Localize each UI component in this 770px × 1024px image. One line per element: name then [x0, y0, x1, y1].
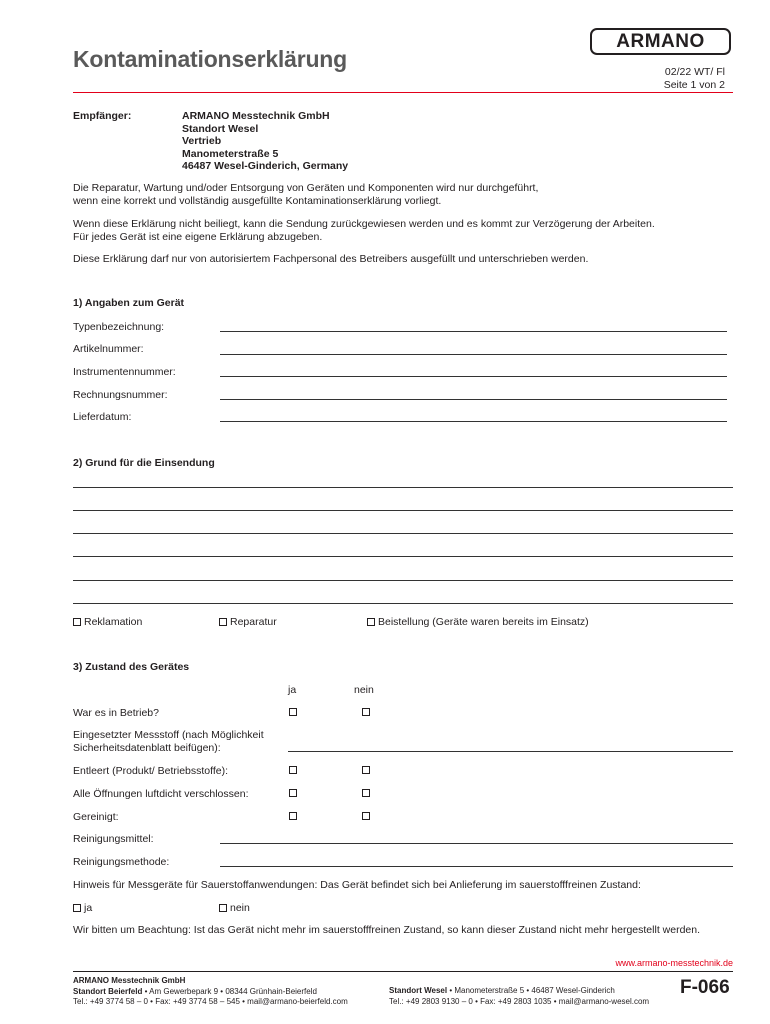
messstoff-input-line[interactable]: [288, 751, 733, 752]
oxygen-option-nein[interactable]: [219, 902, 250, 914]
beistellung-checkbox[interactable]: [367, 618, 375, 626]
rechnungsnummer-input-line[interactable]: [220, 399, 727, 400]
reason-input-line[interactable]: [73, 487, 733, 488]
field-label-typenbezeichnung: Typenbezeichnung:: [73, 321, 165, 333]
address-line: Standort Wesel: [182, 122, 259, 135]
option-label: Beistellung (Geräte waren bereits im Einsatz): [378, 616, 589, 628]
footer-right-contact: Tel.: +49 2803 9130 – 0 • Fax: +49 2803 1035 • mail@armano-wesel.com: [389, 996, 650, 1006]
form-number: F-066: [680, 977, 730, 998]
footer-site-name: Standort Wesel: [389, 986, 448, 995]
address-line: Vertrieb: [182, 135, 222, 147]
section-1-title: 1) Angaben zum Gerät: [73, 297, 185, 309]
column-header-ja: ja: [288, 684, 297, 696]
option-reklamation[interactable]: [73, 616, 142, 628]
oxygen-no-checkbox[interactable]: [219, 904, 227, 912]
field-label-reinigungsmethode: Reinigungsmethode:: [73, 856, 170, 868]
typenbezeichnung-input-line[interactable]: [220, 331, 727, 332]
question-in-betrieb: War es in Betrieb?: [73, 707, 159, 719]
reinigungsmethode-input-line[interactable]: [220, 866, 733, 867]
intro-text: wenn eine korrekt und vollständig ausgefüllte Kontaminationserklärung vorliegt.: [73, 194, 442, 207]
option-label: ja: [84, 902, 93, 914]
column-header-nein: nein: [354, 684, 374, 696]
option-label: nein: [230, 902, 250, 914]
reason-input-line[interactable]: [73, 510, 733, 511]
in-betrieb-no-checkbox[interactable]: [362, 708, 370, 716]
intro-paragraph-1: [73, 182, 743, 207]
document-meta: [664, 66, 725, 92]
footer-address-text: • Manometerstraße 5 • 46487 Wesel-Ginderich: [447, 986, 615, 995]
field-label-instrumentennummer: Instrumentennummer:: [73, 366, 176, 378]
footer-site-name: Standort Beierfeld: [73, 986, 143, 996]
intro-paragraph-3: Diese Erklärung darf nur von autorisiertem Fachpersonal des Betreibers ausgefüllt und unterschrieben werden.: [73, 253, 589, 265]
footer-right: [389, 986, 649, 1007]
field-label-rechnungsnummer: Rechnungsnummer:: [73, 389, 168, 401]
entleert-yes-checkbox[interactable]: [289, 766, 297, 774]
oxygen-note: Wir bitten um Beachtung: Ist das Gerät nicht mehr im sauerstofffreinen Zustand, so kann dieser Zustand nicht mehr hergestellt werden.: [73, 924, 701, 936]
reason-input-line[interactable]: [73, 533, 733, 534]
oxygen-option-ja[interactable]: [73, 902, 92, 914]
document-title: Kontaminationserklärung: [73, 46, 347, 72]
option-beistellung[interactable]: [367, 616, 589, 628]
footer-left-address: [73, 987, 348, 998]
intro-paragraph-2: [73, 218, 743, 243]
reason-input-line[interactable]: [73, 556, 733, 557]
oxygen-hint: Hinweis für Messgeräte für Sauerstoffanwendungen: Das Gerät befindet sich bei Anlieferung im sauerstofffreinen Zustand:: [73, 879, 641, 891]
footer-address-text: • Am Gewerbepark 9 • 08344 Grünhain-Beierfeld: [142, 986, 317, 996]
field-label-lieferdatum: Lieferdatum:: [73, 411, 132, 423]
instrumentennummer-input-line[interactable]: [220, 376, 727, 377]
reklamation-checkbox[interactable]: [73, 618, 81, 626]
section-3-title: 3) Zustand des Gerätes: [73, 661, 190, 673]
header-divider: [73, 92, 733, 93]
oxygen-yes-checkbox[interactable]: [73, 904, 81, 912]
question-entleert: Entleert (Produkt/ Betriebsstoffe):: [73, 765, 229, 777]
entleert-no-checkbox[interactable]: [362, 766, 370, 774]
reason-input-line[interactable]: [73, 580, 733, 581]
oeffnungen-no-checkbox[interactable]: [362, 789, 370, 797]
website-link[interactable]: www.armano-messtechnik.de: [615, 958, 733, 968]
footer-right-address: [389, 986, 649, 997]
gereinigt-yes-checkbox[interactable]: [289, 812, 297, 820]
intro-text: Die Reparatur, Wartung und/oder Entsorgung von Geräten und Komponenten wird nur durchgeführt,: [73, 182, 539, 194]
option-reparatur[interactable]: [219, 616, 277, 628]
reason-input-line[interactable]: [73, 603, 733, 604]
logo-text: ARMANO: [616, 30, 705, 52]
recipient-address: [182, 110, 348, 173]
intro-text: Für jedes Gerät ist eine eigene Erklärung abzugeben.: [73, 230, 323, 243]
page-info: Seite 1 von 2: [663, 79, 725, 91]
question-text: Eingesetzter Messstoff (nach Möglichkeit: [73, 729, 264, 741]
recipient-label: Empfänger:: [73, 110, 132, 122]
address-line: ARMANO Messtechnik GmbH: [182, 110, 330, 122]
reparatur-checkbox[interactable]: [219, 618, 227, 626]
in-betrieb-yes-checkbox[interactable]: [289, 708, 297, 716]
address-line: Manometerstraße 5: [182, 147, 279, 160]
question-oeffnungen: Alle Öffnungen luftdicht verschlossen:: [73, 788, 249, 800]
artikelnummer-input-line[interactable]: [220, 354, 727, 355]
gereinigt-no-checkbox[interactable]: [362, 812, 370, 820]
field-label-reinigungsmittel: Reinigungsmittel:: [73, 833, 154, 845]
question-text: Sicherheitsdatenblatt beifügen):: [73, 741, 221, 754]
reinigungsmittel-input-line[interactable]: [220, 843, 733, 844]
armano-logo: [590, 28, 731, 55]
section-2-title: 2) Grund für die Einsendung: [73, 457, 215, 469]
footer-divider: [73, 971, 733, 972]
footer-left: [73, 976, 348, 1008]
option-label: Reparatur: [230, 616, 277, 628]
question-messstoff: [73, 729, 264, 754]
option-label: Reklamation: [84, 616, 143, 628]
oeffnungen-yes-checkbox[interactable]: [289, 789, 297, 797]
question-gereinigt: Gereinigt:: [73, 811, 119, 823]
doc-code: 02/22 WT/ Fl: [664, 66, 725, 78]
footer-left-contact: Tel.: +49 3774 58 – 0 • Fax: +49 3774 58 – 545 • mail@armano-beierfeld.com: [73, 997, 348, 1006]
address-line: 46487 Wesel-Ginderich, Germany: [182, 160, 349, 172]
lieferdatum-input-line[interactable]: [220, 421, 727, 422]
intro-text: Wenn diese Erklärung nicht beiliegt, kann die Sendung zurückgewiesen werden und es kommt zur Verzögerung der Arbeiten.: [73, 218, 655, 230]
field-label-artikelnummer: Artikelnummer:: [73, 343, 144, 355]
footer-company: ARMANO Messtechnik GmbH: [73, 976, 186, 985]
